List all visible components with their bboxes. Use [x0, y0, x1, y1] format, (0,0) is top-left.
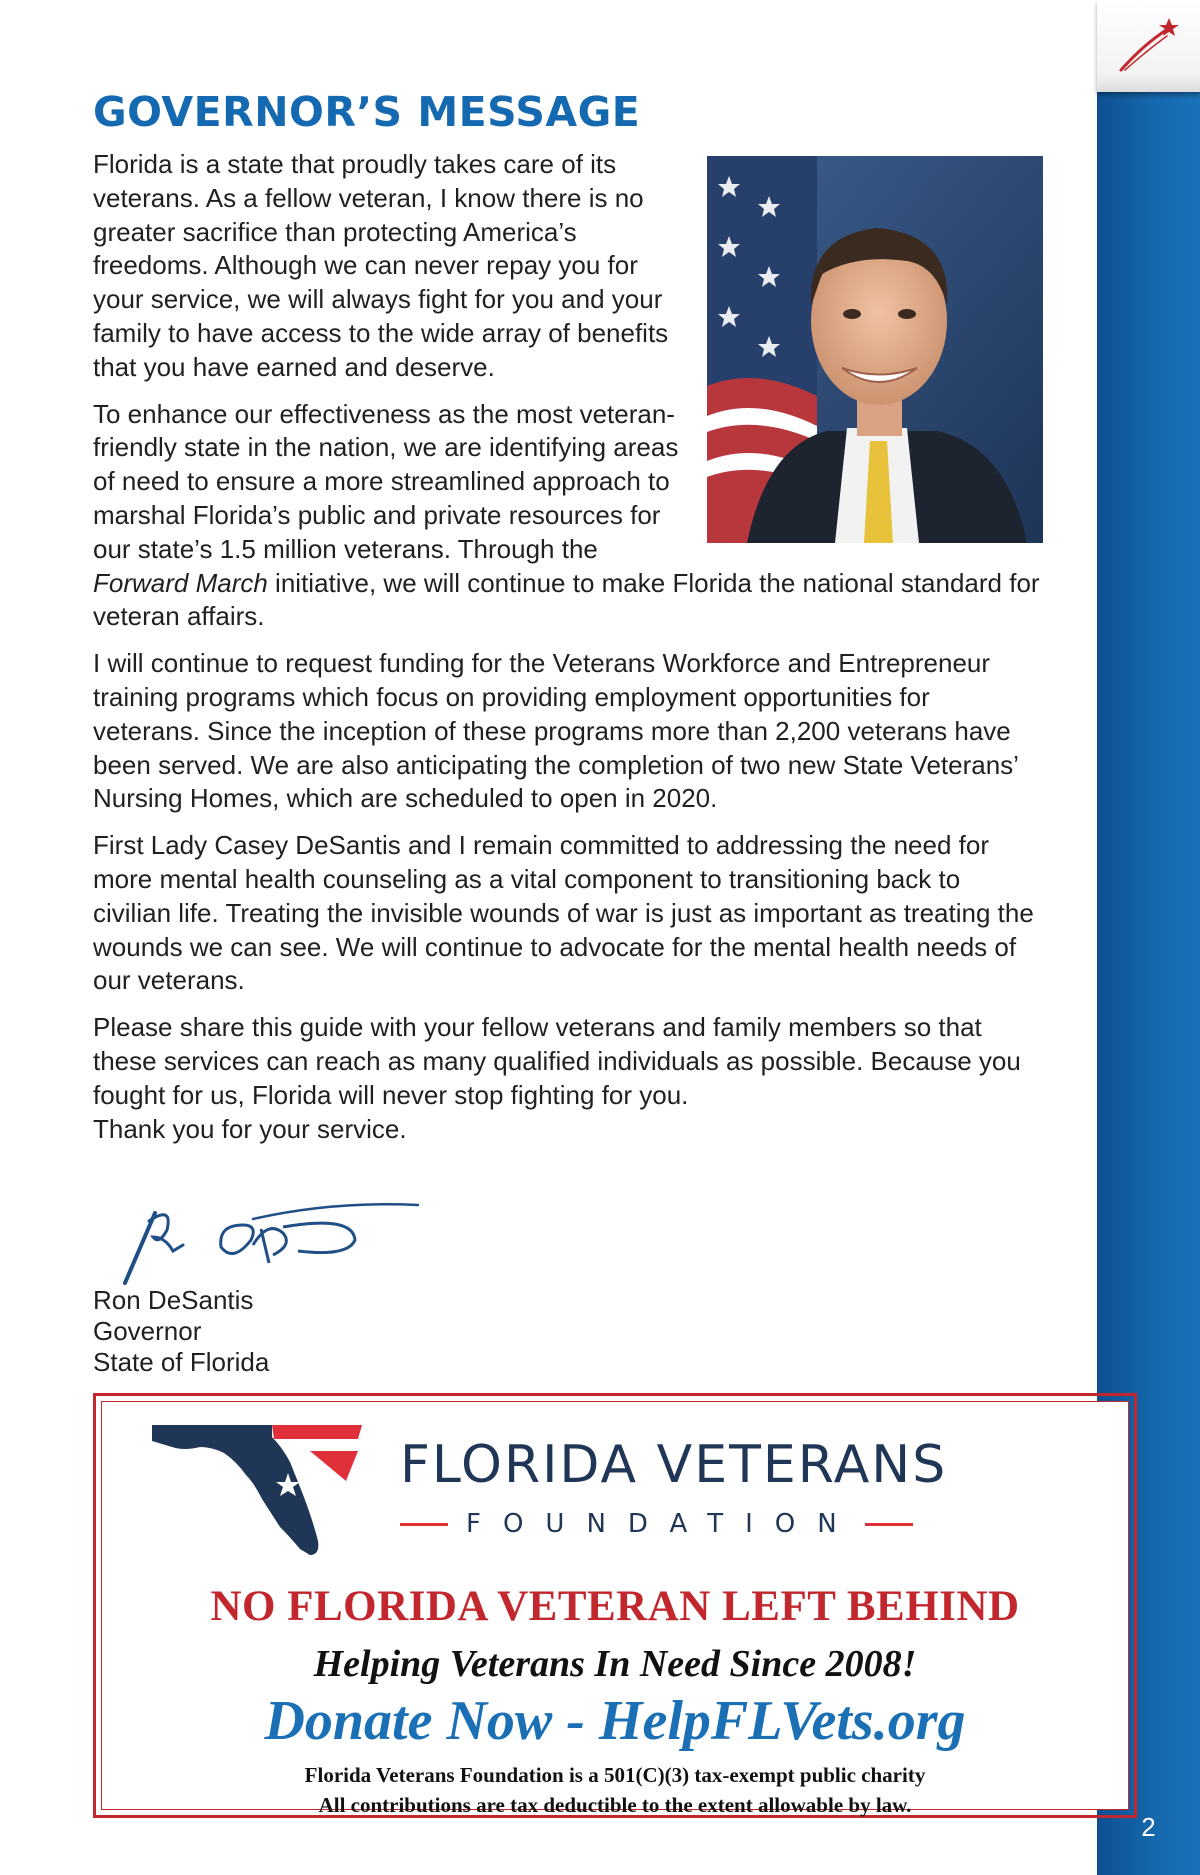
- florida-map-flag-icon: [150, 1417, 370, 1557]
- ad-fine-line-2: All contributions are tax deductible to the extent allowable by law.: [318, 1793, 912, 1817]
- signatory-lines: [93, 1285, 493, 1378]
- paragraph-1: Florida is a state that proudly takes care of its veterans. As a fellow veteran, I know there is no greater sacrifice than protecting America’s freedoms. Although we can never repay you for your service, we will always fight for you and your family to have access to the wide array of benefits that you have earned and deserve.: [93, 149, 669, 382]
- paragraph-5: [93, 1011, 1043, 1146]
- foundation-name: FLORIDA VETERANS: [400, 1435, 948, 1495]
- foundation-ad-inner: [101, 1401, 1129, 1817]
- ad-fine-line-1: Florida Veterans Foundation is a 501(C)(3) tax-exempt public charity: [304, 1763, 926, 1787]
- ad-headline: NO FLORIDA VETERAN LEFT BEHIND: [210, 1583, 1020, 1630]
- donate-link[interactable]: Donate Now - HelpFLVets.org: [264, 1690, 966, 1752]
- paragraph-4: First Lady Casey DeSantis and I remain committed to addressing the need for more mental health counseling as a vital component to transitioning back to civilian life. Treating the invisible wounds of war is just as important as treating the wounds we can see. We will continue to advocate for the mental health needs of our veterans.: [93, 830, 1034, 996]
- subtitle-rule-right: [865, 1523, 913, 1526]
- page-number: 2: [1141, 1812, 1156, 1842]
- paragraph-2-start: To enhance our effectiveness as the most veteran-friendly state in the nation, we are identifying areas of need to ensure a more streamlined approach to marshal Florida’s public and private resources for our state’s 1.5 million veterans. Through the: [93, 398, 679, 564]
- ad-fine-print: [102, 1760, 1128, 1820]
- signatory-role: Governor: [93, 1316, 202, 1346]
- signature-block: [93, 1185, 493, 1378]
- page-title: GOVERNOR’S MESSAGE: [93, 88, 641, 136]
- signatory-org: State of Florida: [93, 1347, 270, 1377]
- shooting-star-icon: [1117, 12, 1181, 76]
- paragraph-5-text: Please share this guide with your fellow veterans and family members so that these services can reach as many qualified individuals as possible. Because you fought for us, Florida will never stop fighting for you.: [93, 1012, 1021, 1110]
- foundation-subtitle: [400, 1509, 980, 1539]
- paragraph-3: I will continue to request funding for the Veterans Workforce and Entrepreneur training programs which focus on providing employment opportunities for veterans. Since the inception of these programs more than 2,200 veterans have been served. We are also anticipating the completion of two new State Veterans’ Nursing Homes, which are scheduled to open in 2020.: [93, 648, 1018, 814]
- forward-march-title: Forward March: [93, 567, 268, 598]
- subtitle-rule-left: [400, 1523, 448, 1526]
- foundation-ad: [93, 1393, 1137, 1818]
- paragraph-2-end: initiative, we will continue to make Florida the national standard for veteran affairs.: [93, 567, 1040, 632]
- signatory-name: Ron DeSantis: [93, 1285, 254, 1315]
- foundation-subtitle-text: FOUNDATION: [466, 1509, 859, 1539]
- governor-portrait: [707, 156, 1043, 543]
- ad-tagline: Helping Veterans In Need Since 2008!: [313, 1643, 917, 1685]
- closing-line: Thank you for your service.: [93, 1113, 407, 1144]
- letter-body: [93, 148, 1043, 1146]
- sidebar-tab: [1097, 0, 1200, 92]
- signature: [93, 1185, 433, 1285]
